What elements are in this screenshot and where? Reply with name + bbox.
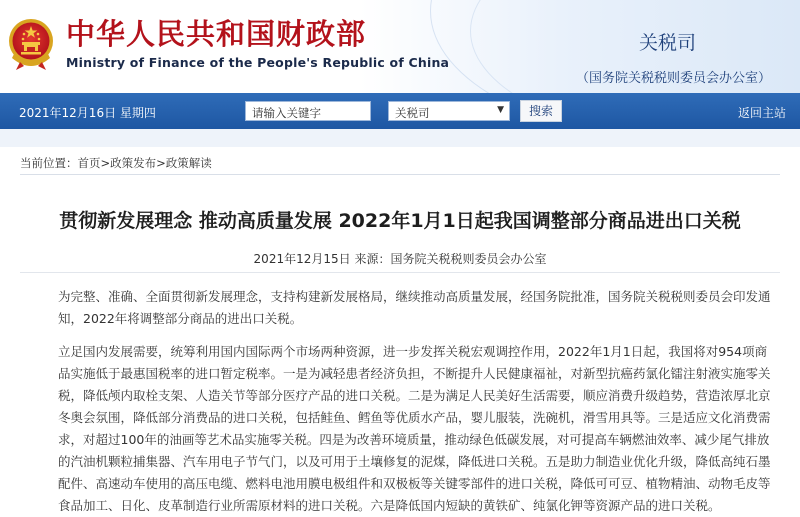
scope-select-value: 关税司: [395, 106, 430, 120]
search-button[interactable]: 搜索: [520, 100, 562, 122]
article-meta: 2021年12月15日 来源：国务院关税税则委员会办公室: [253, 252, 547, 266]
article-paragraph: 为完整、准确、全面贯彻新发展理念，支持构建新发展格局，继续推动高质量发展，经国务院批准，国务院关税税则委员会印发通知，2022年将调整部分商品的进出口关税。: [58, 289, 771, 326]
top-nav-bar: [0, 93, 800, 129]
breadcrumb-item-policy-interpretation[interactable]: 政策解读: [165, 156, 212, 170]
breadcrumb-item-policy-release[interactable]: 政策发布: [110, 156, 157, 170]
sub-band: [0, 129, 800, 147]
breadcrumb-separator: >: [156, 156, 166, 170]
divider: [20, 174, 780, 175]
national-emblem-icon[interactable]: [6, 14, 56, 72]
breadcrumb: [20, 155, 212, 171]
ministry-title-en: Ministry of Finance of the People's Republic of China: [66, 55, 450, 70]
breadcrumb-separator: >: [100, 156, 111, 170]
back-to-main-site-link[interactable]: 返回主站: [738, 106, 787, 120]
divider: [20, 272, 780, 273]
ministry-title-cn: 中华人民共和国财政部: [66, 17, 367, 51]
current-date: 2021年12月16日 星期四: [19, 106, 156, 120]
breadcrumb-item-home[interactable]: 首页: [77, 156, 101, 170]
search-input[interactable]: 请输入关键字: [245, 101, 371, 121]
chevron-down-icon: ▼: [497, 105, 504, 115]
department-name: 关税司: [639, 32, 697, 54]
department-subtitle: （国务院关税税则委员会办公室）: [576, 71, 772, 86]
breadcrumb-prefix: 当前位置：: [20, 156, 78, 170]
article-paragraph: 立足国内发展需要，统筹利用国内国际两个市场两种资源，进一步发挥关税宏观调控作用，2022年1月1日起，我国将对954项商品实施低于最惠国税率的进口暂定税率。一是为减轻患者经济负担，不断提升人民健康福祉，对新型抗癌药氯化镭注射液实施零关税，降低颅内取栓支架、人造关节等部分医疗产品的进口关税。二是为满足人民美好生活需要，顺应消费升级趋势，营造浓厚北京冬奥会氛围，降低部分消费品的进口关税，包括鲑鱼、鳕鱼等优质水产品，婴儿服装，洗碗机，滑雪用具等。三是适应文化消费需求，对超过100年的油画等艺术品实施零关税。四是为改善环境质量，推动绿色低碳发展，对可提高车辆燃油效率、减少尾气排放的汽油机颗粒捕集器、汽车用电子节气门，以及可用于土壤修复的泥煤，降低进口关税。五是助力制造业优化升级，降低高纯石墨配件、高速动车使用的高压电缆、燃料电池用膜电极组件和双极板等关键零部件的进口关税，降低可可豆、植物精油、动物毛皮等食品加工、日化、皮革制造行业所需原材料的进口关税。六是降低国内短缺的黄铁矿、纯氯化钾等资源产品的进口关税。: [58, 344, 771, 513]
scope-select[interactable]: [388, 101, 510, 121]
site-header: [0, 0, 800, 93]
article-title: 贯彻新发展理念 推动高质量发展 2022年1月1日起我国调整部分商品进出口关税: [59, 210, 741, 232]
